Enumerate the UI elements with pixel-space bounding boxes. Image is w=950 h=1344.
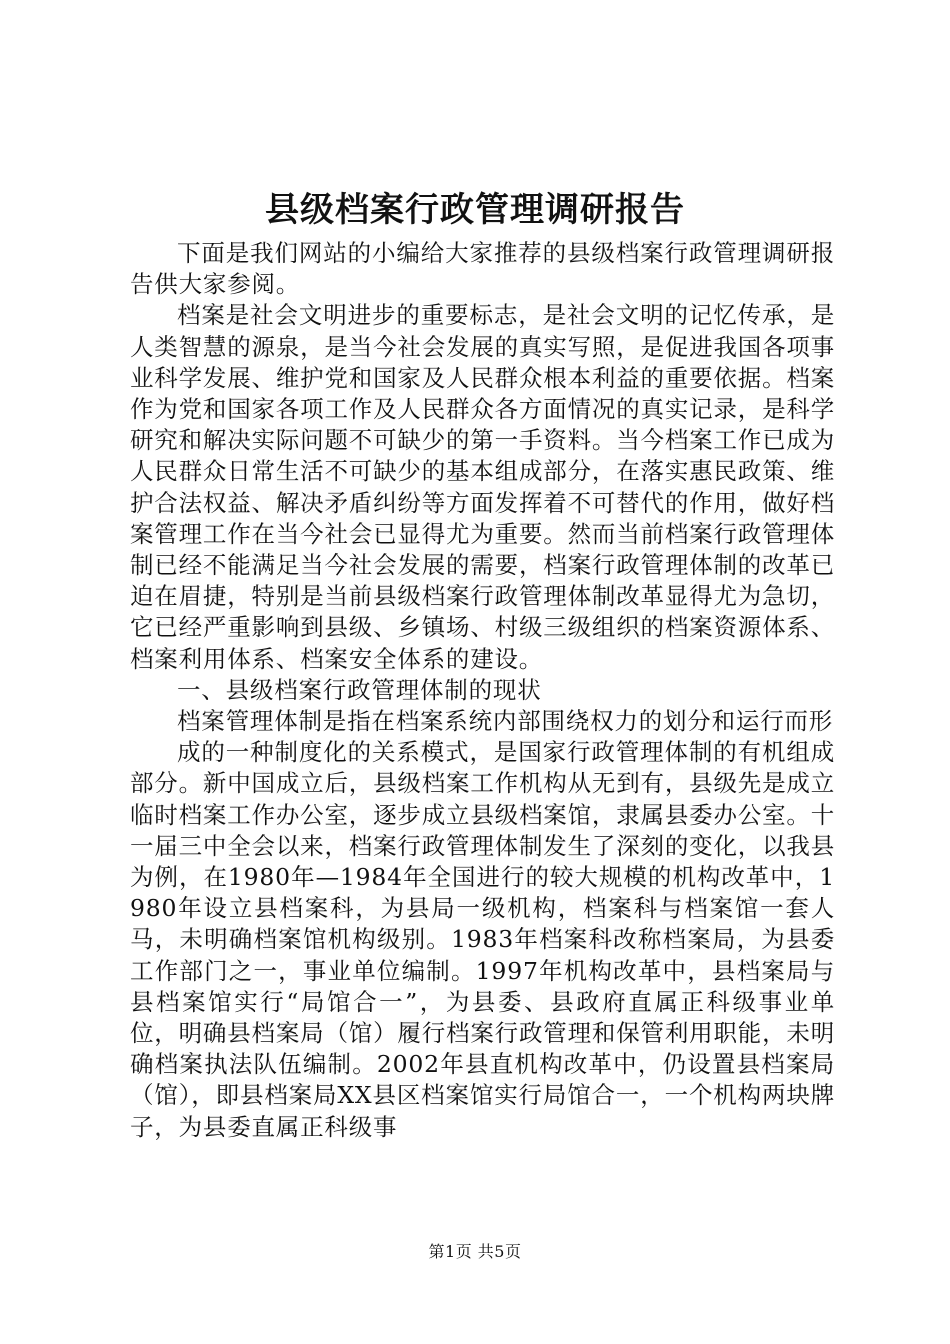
paragraph-system-history: 成的一种制度化的关系模式，是国家行政管理体制的有机组成部分。新中国成立后，县级档案工作机构从无到有，县级先是成立临时档案工作办公室，逐步成立县级档案馆，隶属县委办公室。十一届三中全会以来，档案行政管理体制发生了深刻的变化，以我县为例，在1980年—1984年全国进行的较大规模的机构改革中，1980年设立县档案科，为县局一级机构，档案科与档案馆一套人马，未明确档案馆机构级别。1983年档案科改称档案局，为县委工作部门之一，事业单位编制。1997年机构改革中，县档案局与县档案馆实行“局馆合一”，为县委、县政府直属正科级事业单位，明确县档案局（馆）履行档案行政管理和保管利用职能，未明确档案执法队伍编制。2002年县直机构改革中，仍设置县档案局（馆），即县档案局XX县区档案馆实行局馆合一，一个机构两块牌子，为县委直属正科级事	[130, 738, 835, 1141]
paragraph-intro: 下面是我们网站的小编给大家推荐的县级档案行政管理调研报告供大家参阅。	[130, 239, 835, 299]
document-title: 县级档案行政管理调研报告	[265, 190, 685, 230]
paragraph-system-definition: 档案管理体制是指在档案系统内部围绕权力的划分和运行而形	[177, 707, 834, 736]
paragraph-archive-significance: 档案是社会文明进步的重要标志，是社会文明的记忆传承，是人类智慧的源泉，是当今社会发展的真实写照，是促进我国各项事业科学发展、维护党和国家及人民群众根本利益的重要依据。档案作为党和国家各项工作及人民群众各方面情况的真实记录，是科学研究和解决实际问题不可缺少的第一手资料。当今档案工作已成为人民群众日常生活不可缺少的基本组成部分，在落实惠民政策、维护合法权益、解决矛盾纠纷等方面发挥着不可替代的作用，做好档案管理工作在当今社会已显得尤为重要。然而当前档案行政管理体制已经不能满足当今社会发展的需要，档案行政管理体制的改革已迫在眉捷，特别是当前县级档案行政管理体制改革显得尤为急切，它已经严重影响到县级、乡镇场、村级三级组织的档案资源体系、档案利用体系、档案安全体系的建设。	[130, 301, 835, 673]
section-heading-current-status: 一、县级档案行政管理体制的现状	[177, 675, 542, 704]
page-number-footer: 第1页 共5页	[428, 1242, 522, 1261]
document-body	[130, 238, 835, 1143]
